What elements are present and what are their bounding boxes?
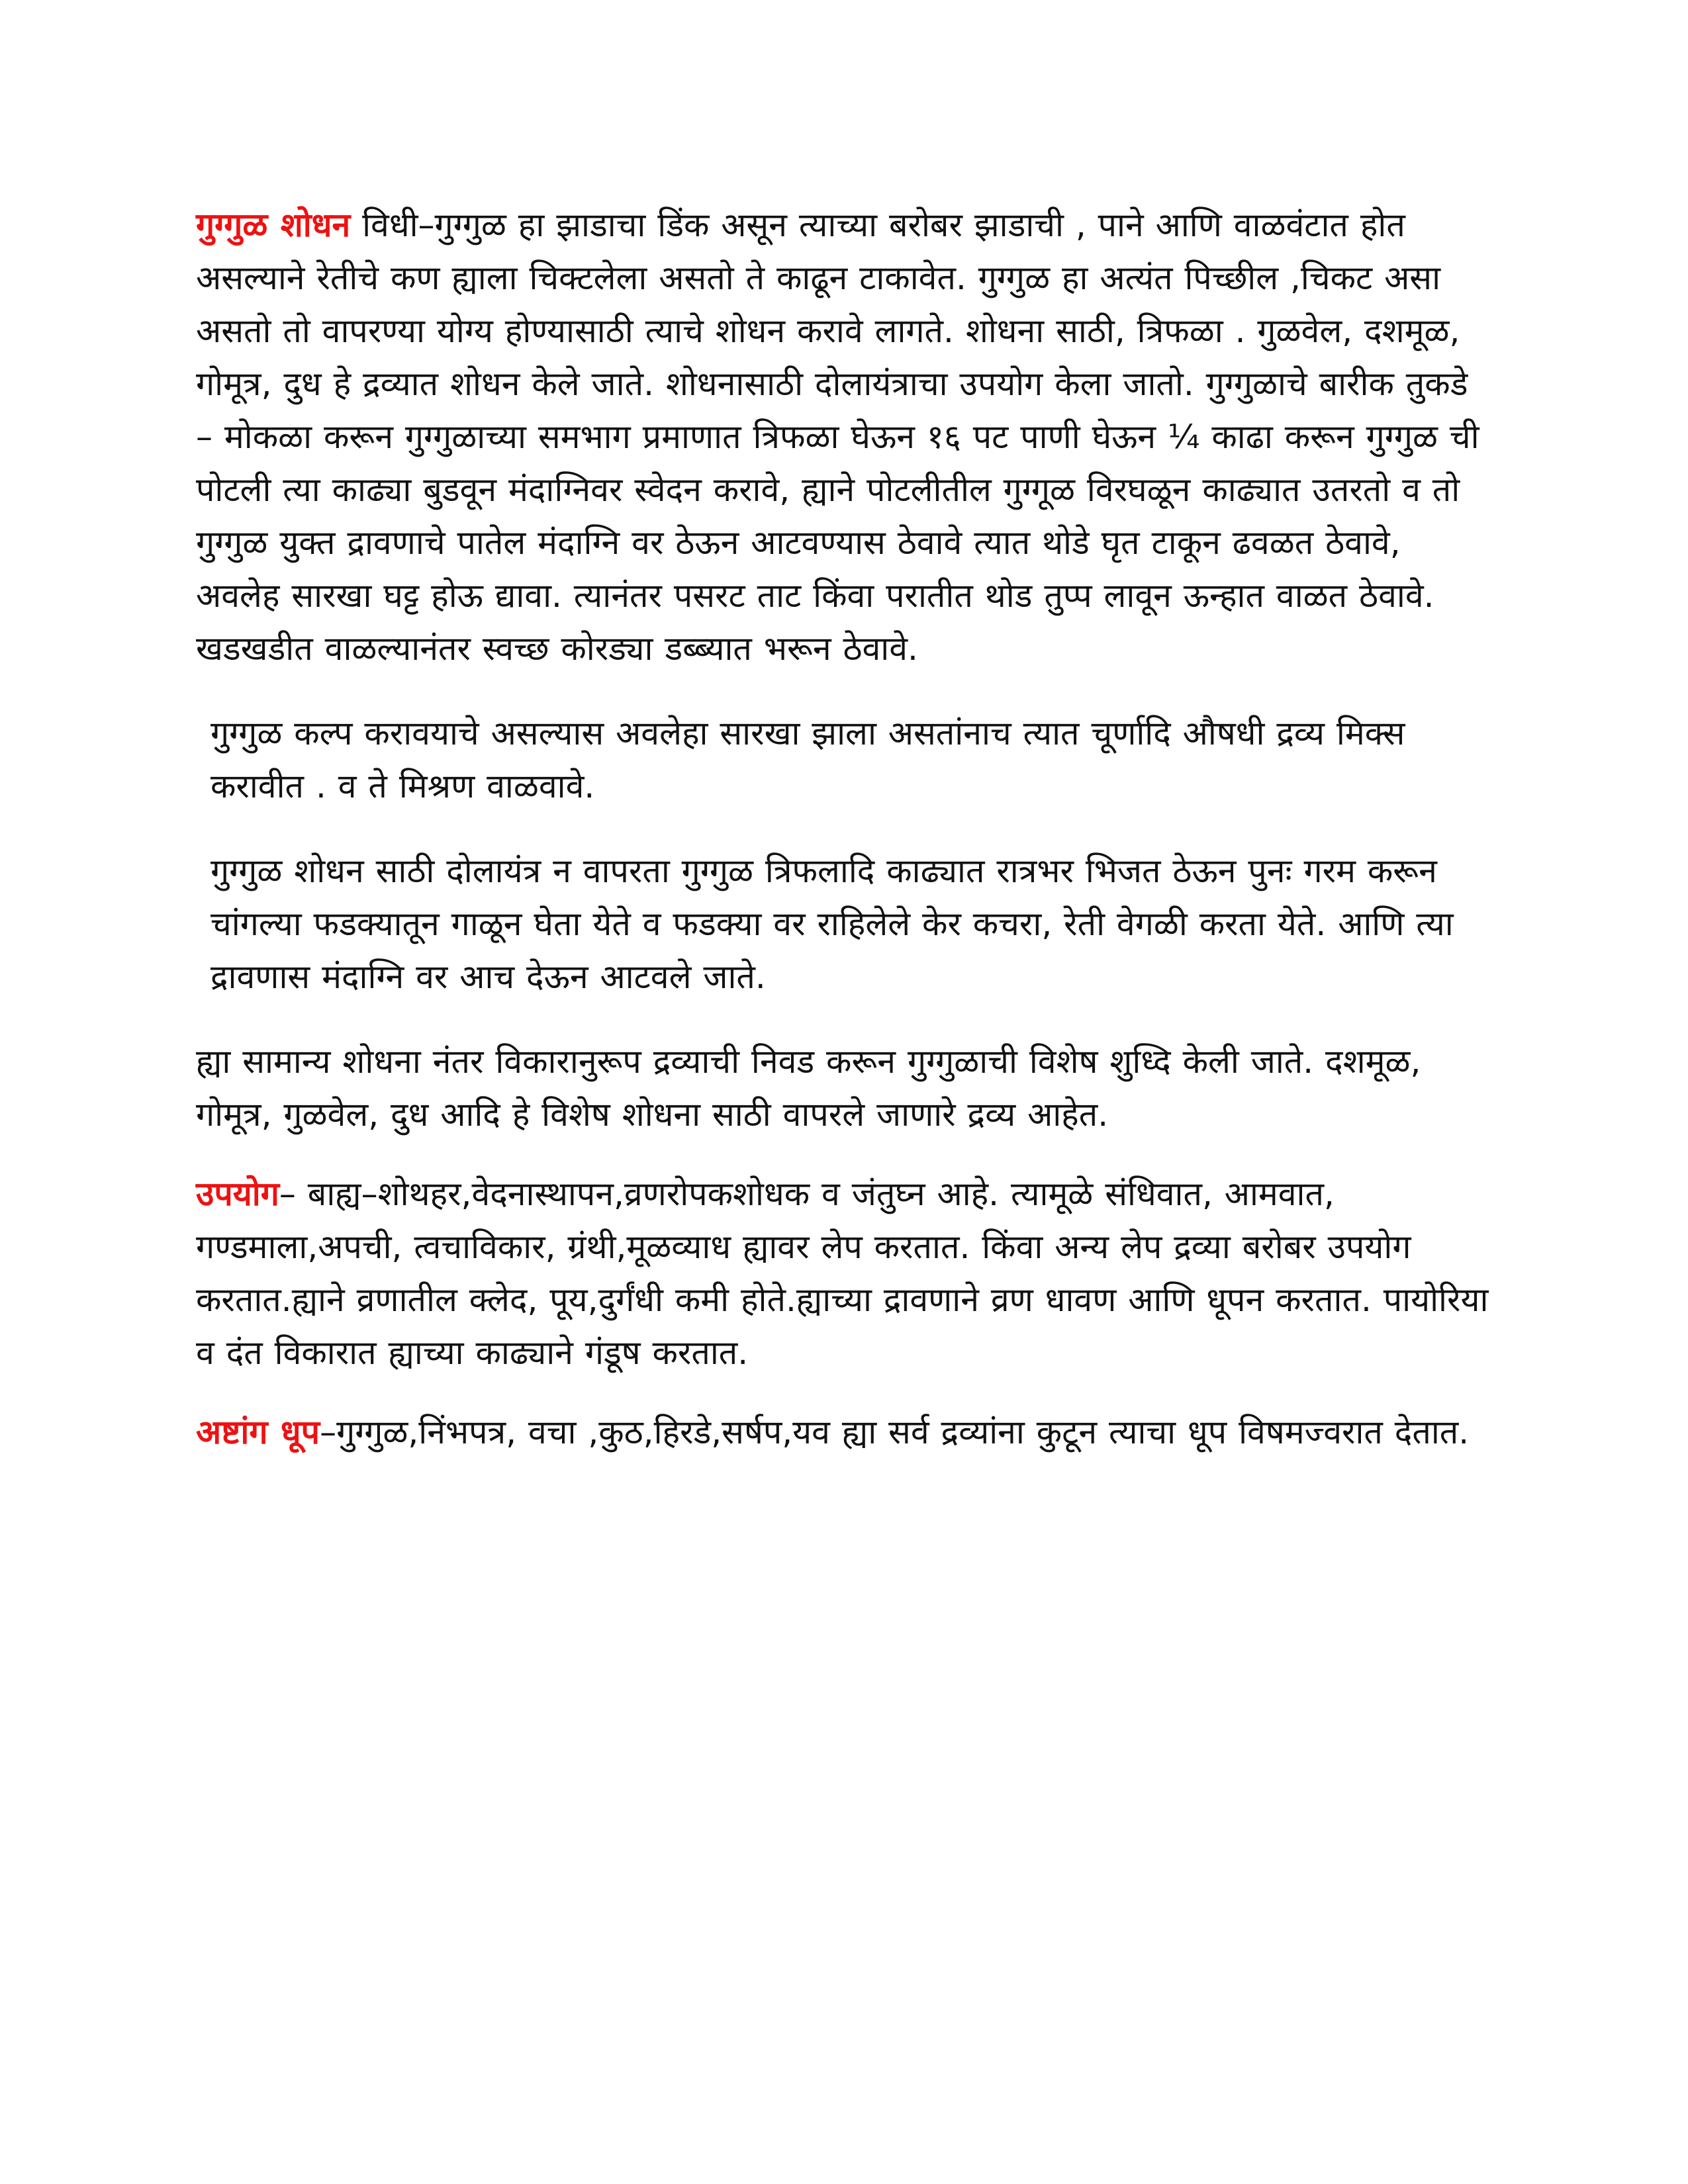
heading-upayog: उपयोग <box>196 1175 279 1213</box>
paragraph-text: विधी–गुग्गुळ हा झाडाचा डिंक असून त्याच्या बरोबर झाडाची , पाने आणि वाळवंटात होत असल्याने रेतीचे कण ह्याला चिक्टलेला असतो ते काढून टाकावेत. गुग्गुळ हा अत्यंत पिच्छील ,चिकट असा असतो तो वापरण्या योग्य होण्यासाठी त्याचे शोधन करावे लागते. शोधना साठी, त्रिफळा . गुळवेल, दशमूळ, गोमूत्र, दुध हे द्रव्यात शोधन केले जाते. शोधनासाठी दोलायंत्राचा उपयोग केला जातो. गुग्गुळाचे बारीक तुकडे – मोकळा करून गुग्गुळाच्या समभाग प्रमाणात त्रिफळा घेऊन १६ पट पाणी घेऊन ¼ काढा करून गुग्गुळ ची पोटली त्या काढ्या बुडवून मंदाग्निवर स्वेदन करावे, ह्याने पोटलीतील गुग्गूळ विरघळून काढ्यात उतरतो व तो गुग्गुळ युक्त द्रावणाचे पातेल मंदाग्नि वर ठेऊन आटवण्यास ठेवावे त्यात थोडे घृत टाकून ढवळत ठेवावे, अवलेह सारखा घट्ट होऊ द्यावा. त्यानंतर पसरट ताट किंवा परातीत थोड तुप्प लावून ऊन्हात वाळत ठेवावे. खडखडीत वाळल्यानंतर स्वच्छ कोरड्या डब्ब्यात भरून ठेवावे. <box>196 206 1479 668</box>
heading-guggul-shodhan: गुग्गुळ शोधन <box>196 206 351 244</box>
paragraph-alternate-method <box>196 844 1493 1003</box>
paragraph-text: –गुग्गुळ,निंभपत्र, वचा ,कुठ,हिरडे,सर्षप,यव ह्या सर्व द्रव्यांना कुटून त्याचा धूप विषमज्वरात देतात. <box>320 1413 1470 1451</box>
paragraph-guggul-shodhan <box>196 199 1493 675</box>
document-page <box>196 199 1493 1459</box>
paragraph-text: ह्या सामान्य शोधना नंतर विकारानुरूप द्रव्याची निवड करून गुग्गुळाची विशेष शुध्दि केली जाते. दशमूळ, गोमूत्र, गुळवेल, दुध आदि हे विशेष शोधना साठी वापरले जाणारे द्रव्य आहेत. <box>196 1042 1421 1134</box>
heading-ashtang-dhoop: अष्टांग धूप <box>196 1413 320 1451</box>
paragraph-text: – बाह्य–शोथहर,वेदनास्थापन,व्रणरोपकशोधक व जंतुघ्न आहे. त्यामूळे संधिवात, आमवात, गण्डमाला,अपची, त्वचाविकार, ग्रंथी,मूळव्याध ह्यावर लेप करतात. किंवा अन्य लेप द्रव्या बरोबर उपयोग करतात.ह्याने व्रणातील क्लेद, पूय,दुर्गंधी कमी होते.ह्याच्या द्रावणाने व्रण धावण आणि धूपन करतात. पायोरिया व दंत विकारात ह्याच्या काढ्याने गंडूष करतात. <box>196 1175 1489 1372</box>
paragraph-upayog <box>196 1167 1493 1379</box>
paragraph-ashtang-dhoop <box>196 1406 1493 1459</box>
paragraph-guggul-kalp <box>196 707 1493 813</box>
paragraph-text: गुग्गुळ कल्प करावयाचे असल्यास अवलेहा सारखा झाला असतांनाच त्यात चूर्णादि औषधी द्रव्य मिक्स करावीत . व ते मिश्रण वाळवावे. <box>211 714 1405 805</box>
paragraph-text: गुग्गुळ शोधन साठी दोलायंत्र न वापरता गुग्गुळ त्रिफलादि काढ्यात रात्रभर भिजत ठेऊन पुनः गरम करून चांगल्या फडक्यातून गाळून घेता येते व फडक्या वर राहिलेले केर कचरा, रेती वेगळी करता येते. आणि त्या द्रावणास मंदाग्नि वर आच देऊन आटवले जाते. <box>211 852 1454 996</box>
paragraph-special-shuddhi <box>196 1035 1493 1141</box>
